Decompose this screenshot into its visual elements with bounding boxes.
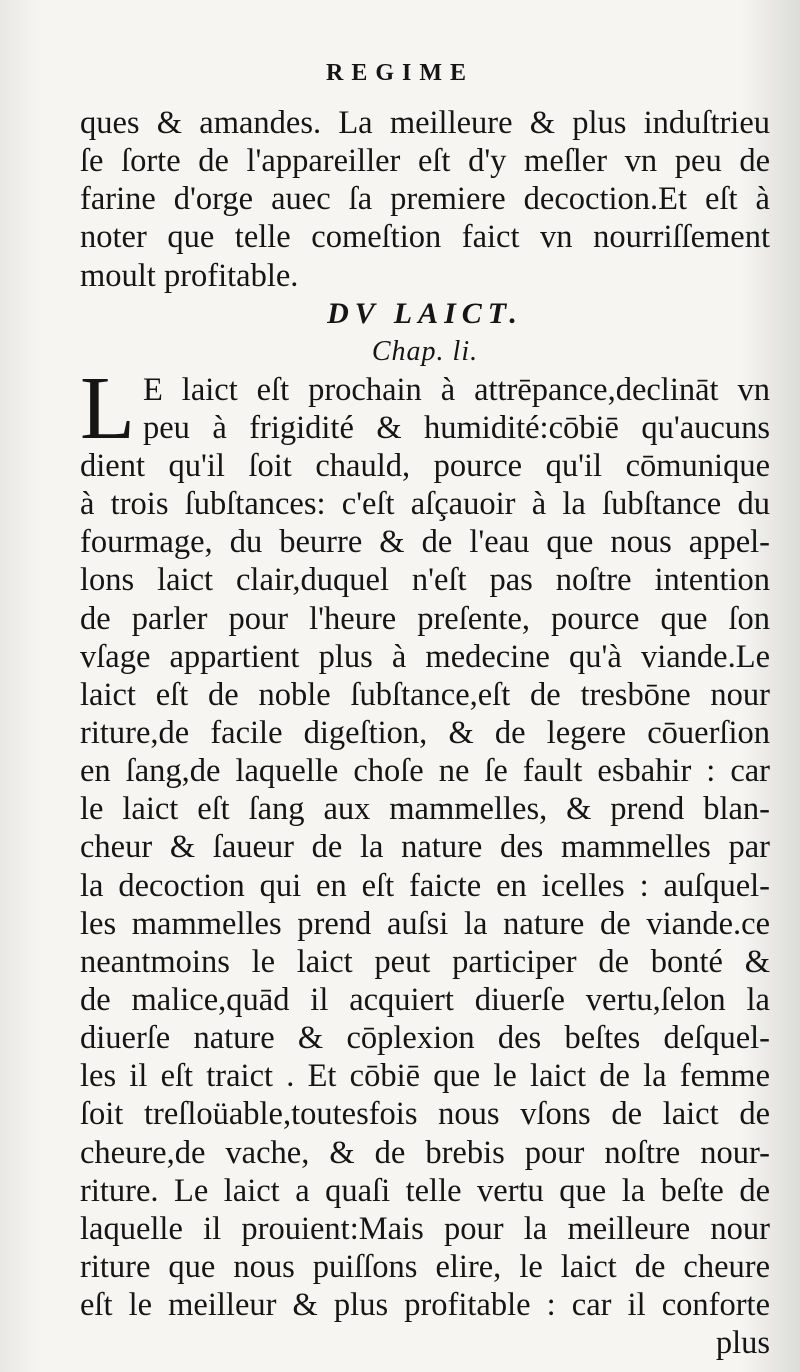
text-line: les mammelles prend auſsi la nature de viande.ce: [80, 905, 770, 942]
text-line: de malice,quād il acquiert diuerſe vertu,ſelon la: [80, 981, 770, 1018]
text-line: les il eſt traict . Et cōbiē que le laict de la femme: [80, 1058, 770, 1095]
text-line: riture que nous puiſſons elire, le laict de cheure: [80, 1248, 770, 1285]
text-line: lons laict clair,duquel n'eſt pas noſtre intention: [80, 562, 770, 599]
text-line: de parler pour l'heure preſente, pource que ſon: [80, 600, 770, 637]
text-line: laquelle il prouient:Mais pour la meilleure nour: [80, 1210, 770, 1247]
text-line: neantmoins le laict peut participer de bonté &: [80, 943, 770, 980]
text-line: riture. Le laict a quaſi telle vertu que la beſte de: [80, 1172, 770, 1209]
text-line: fourmage, du beurre & de l'eau que nous appel-: [80, 524, 770, 561]
text-line: laict eſt de noble ſubſtance,eſt de tresbōne nour: [80, 676, 770, 713]
text-line: dient qu'il ſoit chauld, pource qu'il cōmunique: [80, 447, 770, 484]
text-line: ques & amandes. La meilleure & plus induſtrieu: [80, 105, 770, 141]
text-block: [80, 104, 770, 1362]
text-line: ſoit treſloüable,toutesfois nous vſons de laict de: [80, 1096, 770, 1133]
text-line: farine d'orge auec ſa premiere decoction.Et eſt à: [80, 181, 770, 218]
text-line: E laict eſt prochain à attrēpance,declināt vn: [143, 371, 770, 408]
text-line: peu à frigidité & humidité:cōbiē qu'aucuns: [143, 409, 770, 446]
text-line: ſe ſorte de l'appareiller eſt d'y meſler vn peu de: [80, 143, 770, 180]
chapter-title: DV LAICT.: [327, 296, 523, 330]
intro-paragraph: [80, 104, 770, 295]
text-line: riture,de facile digeſtion, & de legere cōuerſion: [80, 714, 770, 751]
text-line: moult profitable.: [80, 257, 299, 294]
text-line: à trois ſubſtances: c'eſt aſçauoir à la ſubſtance du: [80, 486, 770, 523]
text-line: cheure,de vache, & de brebis pour noſtre nour-: [80, 1134, 770, 1171]
drop-initial: L: [80, 358, 135, 458]
catchword: plus: [715, 1325, 770, 1362]
text-line: vſage appartient plus à medecine qu'à viande.Le: [80, 638, 770, 675]
text-line: diuerſe nature & cōplexion des beſtes deſquel-: [80, 1020, 770, 1057]
chapter-paragraph: [80, 358, 770, 1363]
text-line: eſt le meilleur & plus profitable : car il conforte: [80, 1287, 770, 1324]
text-line: noter que telle comeſtion faict vn nourriſſement: [80, 219, 770, 256]
chapter-number: Chap. li.: [371, 335, 479, 367]
text-line: en ſang,de laquelle choſe ne ſe fault esbahir : car: [80, 753, 770, 790]
text-line: le laict eſt ſang aux mammelles, & prend blan-: [80, 791, 770, 828]
text-line: cheur & ſaueur de la nature des mammelles par: [80, 829, 770, 866]
text-line: la decoction qui en eſt faicte en icelles : auſquel-: [80, 867, 770, 904]
running-title: REGIME: [325, 60, 474, 86]
